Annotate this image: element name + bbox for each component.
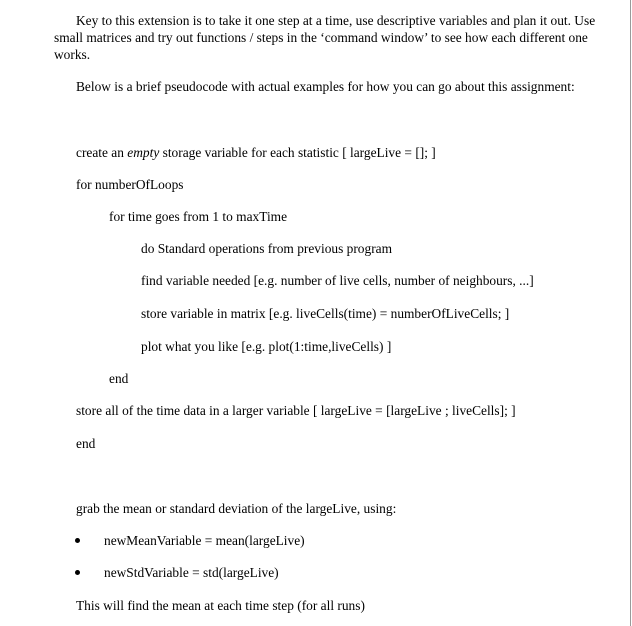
grab-line: grab the mean or standard deviation of the largeLive, using: — [76, 501, 397, 516]
pseudocode-create-line — [76, 144, 436, 161]
pseudocode-find-variable: find variable needed [e.g. number of live cells, number of neighbours, ...] — [141, 273, 534, 288]
create-prefix: create an — [76, 145, 128, 160]
pseudocode-do-standard: do Standard operations from previous program — [141, 241, 393, 256]
pseudocode-plot-line: plot what you like [e.g. plot(1:time,liveCells) ] — [141, 339, 392, 354]
bullet-item-std: newStdVariable = std(largeLive) — [104, 565, 279, 580]
pseudocode-end-inner: end — [109, 371, 129, 386]
bullet-dot-icon — [75, 538, 80, 543]
pseudocode-for-time: for time goes from 1 to maxTime — [109, 209, 288, 224]
below-line: Below is a brief pseudocode with actual examples for how you can go about this assignment: — [76, 79, 575, 94]
pseudocode-store-all: store all of the time data in a larger variable [ largeLive = [largeLive ; liveCells]; ] — [76, 403, 516, 418]
page-edge-divider — [630, 0, 631, 626]
create-emphasis: empty — [127, 145, 160, 160]
pseudocode-end-outer: end — [76, 436, 96, 451]
bullet-dot-icon — [75, 570, 80, 575]
intro-paragraph: Key to this extension is to take it one step at a time, use descriptive variables and plan it out. Use small matrices and try out functions / steps in the ‘command window’ to see how each different one works. — [54, 13, 596, 62]
create-suffix: storage variable for each statistic [ largeLive = []; ] — [159, 145, 436, 160]
bullet-item-mean: newMeanVariable = mean(largeLive) — [104, 533, 305, 548]
pseudocode-store-matrix: store variable in matrix [e.g. liveCells(time) = numberOfLiveCells; ] — [141, 306, 510, 321]
closing-line: This will find the mean at each time step (for all runs) — [76, 598, 365, 613]
pseudocode-for-loops: for numberOfLoops — [76, 177, 184, 192]
